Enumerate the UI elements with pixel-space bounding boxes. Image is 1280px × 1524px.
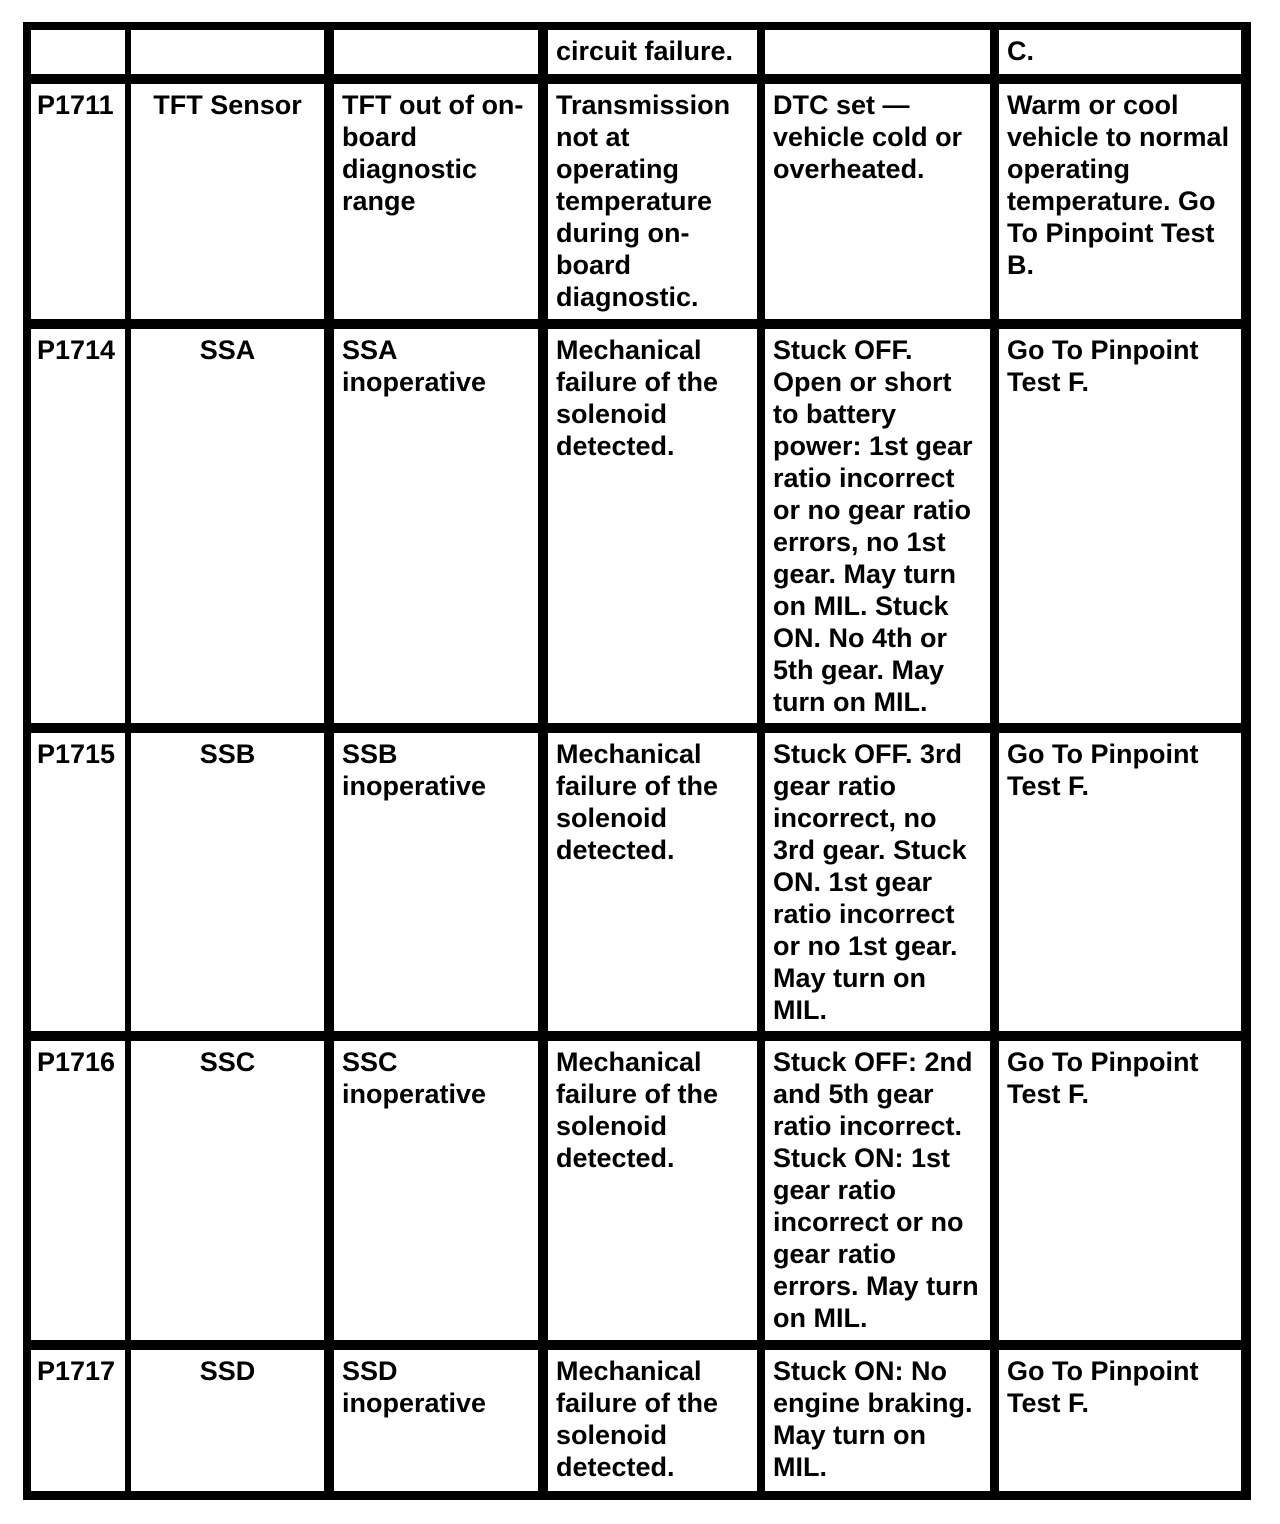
cell-symptom: Stuck ON: No engine braking. May turn on MIL. [765,1350,990,1491]
cell-symptom: Stuck OFF: 2nd and 5th gear ratio incorrect. Stuck ON: 1st gear ratio incorrect or no gear ratio errors. May turn on MIL. [765,1041,990,1340]
cell-component: SSC [131,1041,324,1340]
cell-description: TFT out of on- board diagnostic range [334,84,538,319]
cell-action: Go To Pinpoint Test F. [999,733,1241,1031]
cell-code [31,30,125,74]
cell-description: SSB inoperative [334,733,538,1031]
cell-symptom: Stuck OFF. Open or short to battery power: 1st gear ratio incorrect or no gear ratio errors, no 1st gear. May turn on MIL. Stuck ON. No 4th or 5th gear. May turn on MIL. [765,329,990,723]
cell-description: SSD inoperative [334,1350,538,1491]
cell-condition: Mechanical failure of the solenoid detected. [548,1350,757,1491]
cell-code: P1711 [31,84,125,319]
cell-description [334,30,538,74]
cell-action: Go To Pinpoint Test F. [999,1350,1241,1491]
cell-component: SSB [131,733,324,1031]
cell-component: SSA [131,329,324,723]
cell-component: SSD [131,1350,324,1491]
cell-action: Warm or cool vehicle to normal operating temperature. Go To Pinpoint Test B. [999,84,1241,319]
cell-code: P1714 [31,329,125,723]
cell-symptom: DTC set — vehicle cold or overheated. [765,84,990,319]
cell-action: C. [999,30,1241,74]
cell-condition: Mechanical failure of the solenoid detected. [548,329,757,723]
cell-component: TFT Sensor [131,84,324,319]
cell-description: SSC inoperative [334,1041,538,1340]
cell-condition: Mechanical failure of the solenoid detected. [548,1041,757,1340]
cell-description: SSA inoperative [334,329,538,723]
cell-code: P1715 [31,733,125,1031]
cell-action: Go To Pinpoint Test F. [999,1041,1241,1340]
cell-symptom [765,30,990,74]
cell-code: P1716 [31,1041,125,1340]
cell-condition: Mechanical failure of the solenoid detected. [548,733,757,1031]
cell-symptom: Stuck OFF. 3rd gear ratio incorrect, no 3rd gear. Stuck ON. 1st gear ratio incorrect or no 1st gear. May turn on MIL. [765,733,990,1031]
cell-action: Go To Pinpoint Test F. [999,329,1241,723]
cell-condition: Transmission not at operating temperature during on- board diagnostic. [548,84,757,319]
cell-condition: circuit failure. [548,30,757,74]
cell-code: P1717 [31,1350,125,1491]
dtc-table [23,22,1251,1500]
cell-component [131,30,324,74]
